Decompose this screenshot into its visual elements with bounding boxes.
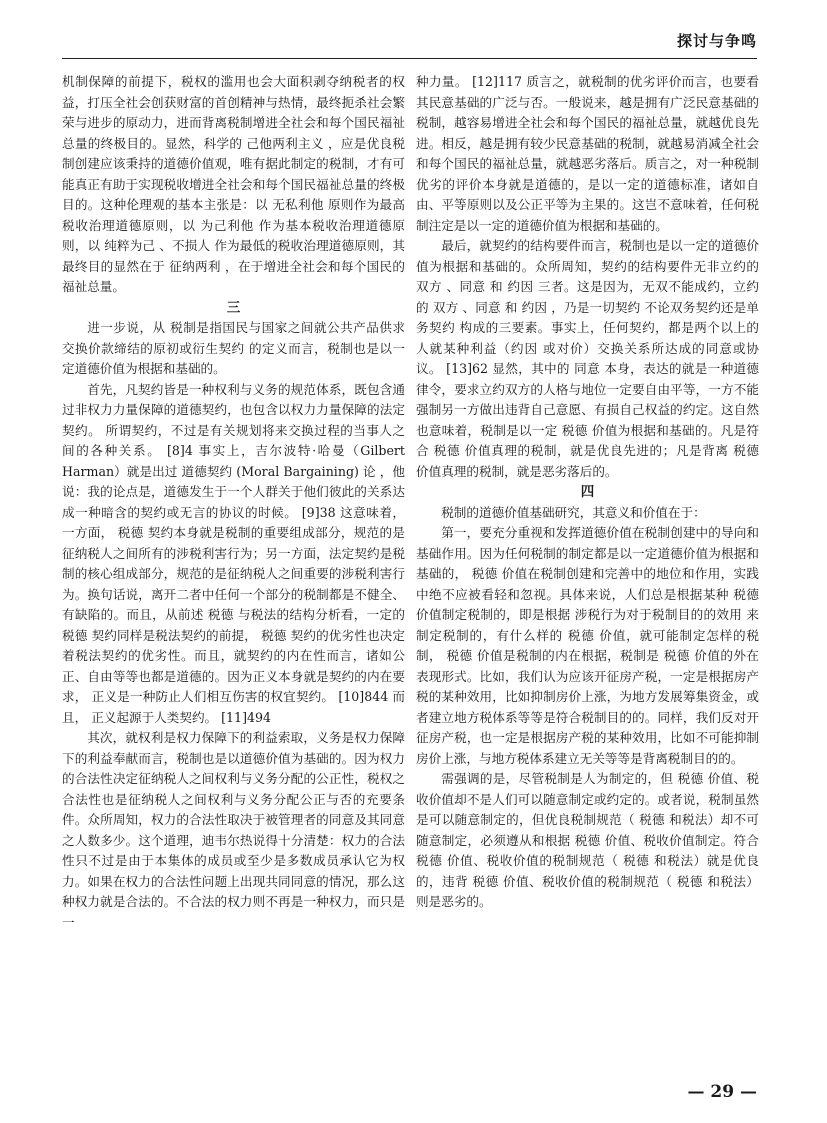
paragraph: 首先，凡契约皆是一种权利与义务的规范体系，既包含通过非权力力量保障的道德契约，也包含以权力力量保障的法定契约。 所谓契约，不过是有关规划将来交换过程的当事人之间的各种关系。 [8]4 事实上，吉尔波特·哈曼（Gilbert Harman）就是出过 道德契约 (Moral Bargaining) 论 ，他说：我的论点是，道德发生于一个人群关于他们彼此的关系达成一种暗含的契约或无言的协议的时候。 [9]38 这意味着，一方面， 税德 契约本身就是税制的重要组成部分，规范的是征纳税人之间所有的涉税利害行为；另一方面，法定契约是税制的核心组成部分，规范的是征纳税人之间重要的涉税利害行为。换句话说，离开二者中任何一个部分的税制都是不健全、有缺陷的。而且，从前述 税德 与税法的结构分析看，一定的 税德 契约同样是税法契约的前提， 税德 契约的优劣性也决定着税法契约的优劣性。而且，就契约的内在性而言，诸如公正、自由等等也都是道德的。因为正义本身就是契约的内在要求， 正义是一种防止人们相互伤害的权宜契约。 [10]844 而且， 正义起源于人类契约。 [11]494 xyxy=(62,381,405,725)
paragraph: 机制保障的前提下，税权的滥用也会大面积剥夺纳税者的权益，打压全社会创获财富的首创精神与热情，最终扼杀社会繁荣与进步的原动力，进而背离税制增进全社会和每个国民福祉总量的终极目的。显然，科学的 己他两利主义 ，应是优良税制创建应该秉持的道德价值观，唯有据此制定的税制，才有可能真正有助于实现税收增进全社会和每个国民福祉总量的终极目的。这种伦理观的基本主张是：以 无私利他 原则作为最高税收治理道德原则，以 为己利他 作为基本税收治理道德原则，以 纯粹为己 、不损人 作为最低的税收治理道德原则，其最终目的显然在于 征纳两利 ，在于增进全社会和每个国民的福祉总量。 xyxy=(62,74,405,294)
page-number: — 29 — xyxy=(687,1082,757,1102)
section-label: 探讨与争鸣 xyxy=(676,32,757,50)
section-heading: 四 xyxy=(580,484,595,500)
paragraph: 需强调的是，尽管税制是人为制定的，但 税德 价值、税收价值却不是人们可以随意制定或约定的。或者说，税制虽然是可以随意制定的，但优良税制规范（ 税德 和税法）却不可随意制定，必须遵从和根据 税德 价值、税收价值制定。符合 税德 价值、税收价值的税制规范（ 税德 和税法）就是优良的，违背 税德 价值、税收价值的税制规范（ 税德 和税法）则是恶劣的。 xyxy=(416,771,759,909)
paragraph: 进一步说，从 税制是指国民与国家之间就公共产品供求交换价款缔结的原初或衍生契约 的定义而言，税制也是以一定道德价值为根据和基础的。 xyxy=(62,320,405,376)
header-rule xyxy=(62,58,757,59)
paragraph: 税制的道德价值基础研究，其意义和价值在于： xyxy=(441,504,706,520)
journal-header xyxy=(62,20,827,52)
article-body xyxy=(62,72,759,1060)
left-column xyxy=(62,72,405,1060)
right-column xyxy=(416,72,759,1060)
paragraph: 第一，要充分重视和发挥道德价值在税制创建中的导向和基础作用。因为任何税制的制定都是以一定道德价值为根据和基础的， 税德 价值在税制创建和完善中的地位和作用，实践中绝不应被看轻和忽视。具体来说，人们总是根据某种 税德 价值制定税制的，即是根据 涉税行为对于税制目的的效用 来制定税制的，有什么样的 税德 价值，就可能制定怎样的税制， 税德 价值是税制的内在根据，税制是 税德 价值的外在表现形式。比如，我们认为应该开征房产税，一定是根据房产税的某种效用，比如抑制房价上涨，为地方发展筹集资金，或者建立地方税体系等等是符合税制目的的。同样，我们反对开征房产税，也一定是根据房产税的某种效用，比如不可能抑制房价上涨，与地方税体系建立无关等等是背离税制目的的。 xyxy=(416,525,759,766)
section-heading: 三 xyxy=(226,299,241,316)
paragraph: 种力量。 [12]117 质言之，就税制的优劣评价而言，也要看其民意基础的广泛与否。一般说来，越是拥有广泛民意基础的税制，越容易增进全社会和每个国民的福祉总量，就越优良先进。相反，越是拥有较少民意基础的税制，就越易消减全社会和每个国民的福祉总量，就越恶劣落后。质言之，对一种税制优劣的评价本身就是道德的，是以一定的道德标准，诸如自由、平等原则以及公正平等为主果的。这岂不意味着，任何税制注定是以一定的道德价值为根据和基础的。 xyxy=(416,74,759,233)
paragraph: 最后，就契约的结构要件而言，税制也是以一定的道德价值为根据和基础的。众所周知，契约的结构要件无非立约的 双方 、同意 和 约因 三者。这是因为，无双不能成约，立约的 双方 、同意 和 约因 ，乃是一切契约 不论双务契约还是单务契约 构成的三要素。事实上，任何契约，都是两个以上的人就某种利益（约因 或对价）交换关系所达成的同意或协议。 [13]62 显然，其中的 同意 本身，表达的就是一种道德律令，要求立约双方的人格与地位一定要自由平等，一方不能强制另一方做出违背自己意愿、有损自己权益的约定。这自然也意味着，税制是以一定 税德 价值为根据和基础的。凡是符合 税德 价值真理的税制，就是优良先进的；凡是背离 税德 价值真理的税制，就是恶劣落后的。 xyxy=(416,238,759,479)
paragraph: 其次，就权利是权力保障下的利益索取，义务是权力保障下的利益奉献而言，税制也是以道德价值为基础的。因为权力的合法性决定征纳税人之间权利与义务分配的公正性，税权之合法性也是征纳税人之间权利与义务分配公正与否的充要条件。众所周知，权力的合法性取决于被管理者的同意及其同意之人数多少。这个道理，迪韦尔热说得十分清楚：权力的合法性只不过是由于本集体的成员或至少是多数成员承认它为权力。如果在权力的合法性问题上出现共同同意的情况，那么这种权力就是合法的。不合法的权力则不再是一种权力，而只是一 xyxy=(62,730,405,930)
